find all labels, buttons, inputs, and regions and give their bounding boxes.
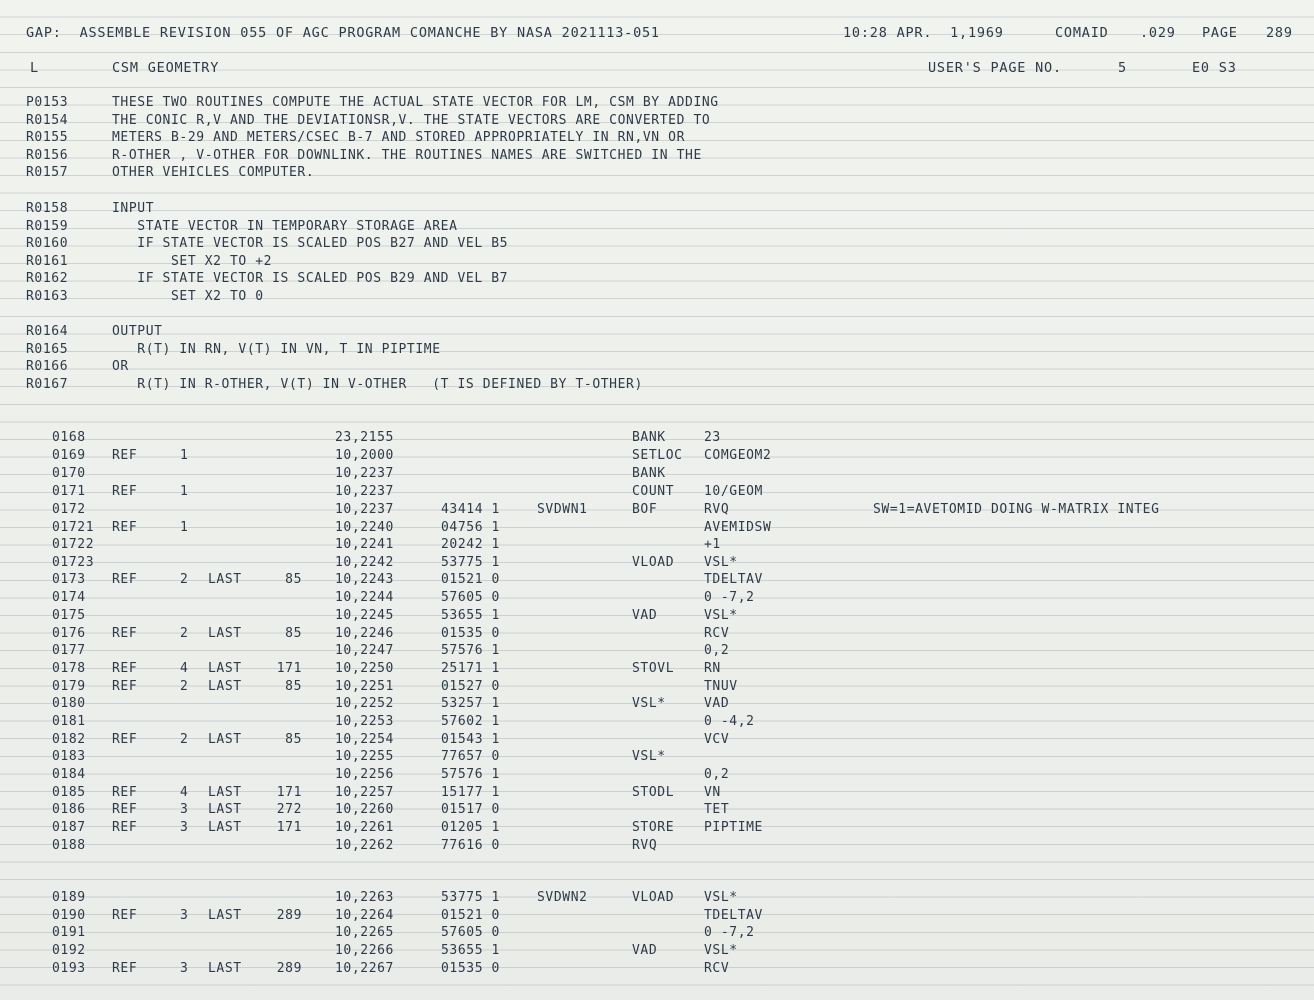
users-page-number: 5 bbox=[1118, 60, 1127, 76]
opcode: VSL* bbox=[632, 749, 666, 764]
ref-marker: REF bbox=[112, 802, 138, 817]
opcode: COUNT bbox=[632, 484, 675, 499]
comment-line bbox=[0, 288, 1314, 306]
comment-line bbox=[0, 323, 1314, 341]
operand: VN bbox=[704, 785, 721, 800]
memory-address: 10,2242 bbox=[335, 555, 394, 570]
operand: VSL* bbox=[704, 608, 738, 623]
comment-text: IF STATE VECTOR IS SCALED POS B27 AND VEL B5 bbox=[112, 236, 509, 251]
operand: RN bbox=[704, 661, 721, 676]
ref-marker: REF bbox=[112, 520, 138, 535]
last-page-number: 85 bbox=[285, 572, 302, 587]
memory-address: 10,2250 bbox=[335, 661, 394, 676]
opcode: STOVL bbox=[632, 661, 675, 676]
line-sequence-number: 01723 bbox=[52, 555, 95, 570]
octal-word: 01527 0 bbox=[441, 679, 500, 694]
comment-line bbox=[0, 94, 1314, 112]
line-sequence-number: 0173 bbox=[52, 572, 86, 587]
memory-address: 10,2253 bbox=[335, 714, 394, 729]
comment-text: OR bbox=[112, 359, 129, 374]
operand: COMGEOM2 bbox=[704, 448, 772, 463]
comment-text: OUTPUT bbox=[112, 324, 163, 339]
header-timestamp: 10:28 APR. 1,1969 bbox=[843, 25, 1004, 41]
symbol-label: SVDWN2 bbox=[537, 890, 588, 905]
last-marker: LAST bbox=[208, 626, 242, 641]
line-sequence-number: 0171 bbox=[52, 484, 86, 499]
line-sequence-number: R0154 bbox=[26, 113, 69, 128]
line-sequence-number: 0179 bbox=[52, 679, 86, 694]
last-page-number: 171 bbox=[276, 661, 302, 676]
line-sequence-number: R0164 bbox=[26, 324, 69, 339]
memory-address: 10,2237 bbox=[335, 502, 394, 517]
octal-word: 57605 0 bbox=[441, 925, 500, 940]
code-line bbox=[0, 784, 1314, 802]
last-marker: LAST bbox=[208, 961, 242, 976]
octal-word: 01517 0 bbox=[441, 802, 500, 817]
octal-word: 01521 0 bbox=[441, 572, 500, 587]
code-line bbox=[0, 447, 1314, 465]
code-line bbox=[0, 907, 1314, 925]
operand: TNUV bbox=[704, 679, 738, 694]
ref-count: 3 bbox=[180, 802, 189, 817]
last-marker: LAST bbox=[208, 732, 242, 747]
code-line bbox=[0, 960, 1314, 978]
code-line bbox=[0, 571, 1314, 589]
header-page-label: PAGE bbox=[1202, 25, 1238, 41]
octal-word: 01535 0 bbox=[441, 626, 500, 641]
octal-word: 57602 1 bbox=[441, 714, 500, 729]
octal-word: 01543 1 bbox=[441, 732, 500, 747]
code-line bbox=[0, 483, 1314, 501]
comment-text: METERS B-29 AND METERS/CSEC B-7 AND STORED APPROPRIATELY IN RN,VN OR bbox=[112, 130, 686, 145]
symbol-label: SVDWN1 bbox=[537, 502, 588, 517]
ref-marker: REF bbox=[112, 679, 138, 694]
code-line bbox=[0, 519, 1314, 537]
operand: AVEMIDSW bbox=[704, 520, 772, 535]
code-line bbox=[0, 942, 1314, 960]
memory-address: 10,2266 bbox=[335, 943, 394, 958]
comment-text: OTHER VEHICLES COMPUTER. bbox=[112, 165, 315, 180]
operand: VSL* bbox=[704, 943, 738, 958]
header-line-1 bbox=[0, 24, 1314, 42]
line-sequence-number: 0176 bbox=[52, 626, 86, 641]
code-line bbox=[0, 642, 1314, 660]
ref-count: 4 bbox=[180, 785, 189, 800]
memory-address: 10,2267 bbox=[335, 961, 394, 976]
code-line bbox=[0, 465, 1314, 483]
opcode: VAD bbox=[632, 943, 658, 958]
memory-address: 10,2237 bbox=[335, 484, 394, 499]
ref-count: 3 bbox=[180, 961, 189, 976]
opcode: RVQ bbox=[632, 838, 658, 853]
comment-line bbox=[0, 270, 1314, 288]
opcode: BANK bbox=[632, 466, 666, 481]
memory-address: 10,2252 bbox=[335, 696, 394, 711]
last-marker: LAST bbox=[208, 679, 242, 694]
octal-word: 57576 1 bbox=[441, 767, 500, 782]
octal-word: 53775 1 bbox=[441, 890, 500, 905]
octal-word: 53655 1 bbox=[441, 943, 500, 958]
operand: TDELTAV bbox=[704, 572, 763, 587]
line-sequence-number: 0189 bbox=[52, 890, 86, 905]
comment-line bbox=[0, 235, 1314, 253]
memory-address: 10,2245 bbox=[335, 608, 394, 623]
comment-line bbox=[0, 218, 1314, 236]
octal-word: 15177 1 bbox=[441, 785, 500, 800]
last-page-number: 289 bbox=[276, 961, 302, 976]
opcode: BOF bbox=[632, 502, 658, 517]
line-sequence-number: 0193 bbox=[52, 961, 86, 976]
comment-line bbox=[0, 253, 1314, 271]
operand: 0,2 bbox=[704, 643, 730, 658]
memory-address: 10,2251 bbox=[335, 679, 394, 694]
octal-word: 04756 1 bbox=[441, 520, 500, 535]
comment-line bbox=[0, 376, 1314, 394]
line-sequence-number: R0166 bbox=[26, 359, 69, 374]
memory-address: 10,2237 bbox=[335, 466, 394, 481]
operand: RCV bbox=[704, 961, 730, 976]
ref-count: 1 bbox=[180, 520, 189, 535]
memory-address: 10,2243 bbox=[335, 572, 394, 587]
line-sequence-number: R0165 bbox=[26, 342, 69, 357]
line-sequence-number: 0180 bbox=[52, 696, 86, 711]
comment-text: IF STATE VECTOR IS SCALED POS B29 AND VEL B7 bbox=[112, 271, 509, 286]
memory-address: 10,2265 bbox=[335, 925, 394, 940]
line-sequence-number: R0158 bbox=[26, 201, 69, 216]
code-line bbox=[0, 837, 1314, 855]
ref-count: 3 bbox=[180, 908, 189, 923]
operand: 0 -7,2 bbox=[704, 590, 755, 605]
last-marker: LAST bbox=[208, 802, 242, 817]
line-sequence-number: 0191 bbox=[52, 925, 86, 940]
ref-marker: REF bbox=[112, 626, 138, 641]
memory-address: 10,2241 bbox=[335, 537, 394, 552]
opcode: BANK bbox=[632, 430, 666, 445]
memory-address: 10,2244 bbox=[335, 590, 394, 605]
line-sequence-number: 0188 bbox=[52, 838, 86, 853]
line-sequence-number: R0162 bbox=[26, 271, 69, 286]
code-line bbox=[0, 766, 1314, 784]
line-sequence-number: 0177 bbox=[52, 643, 86, 658]
octal-word: 77657 0 bbox=[441, 749, 500, 764]
comment-text: SET X2 TO +2 bbox=[112, 254, 273, 269]
ref-marker: REF bbox=[112, 961, 138, 976]
comment-line bbox=[0, 164, 1314, 182]
memory-address: 10,2255 bbox=[335, 749, 394, 764]
operand: 10/GEOM bbox=[704, 484, 763, 499]
ref-marker: REF bbox=[112, 484, 138, 499]
last-page-number: 85 bbox=[285, 679, 302, 694]
memory-address: 10,2264 bbox=[335, 908, 394, 923]
octal-word: 77616 0 bbox=[441, 838, 500, 853]
eo-code: E0 S3 bbox=[1192, 60, 1237, 76]
code-line bbox=[0, 429, 1314, 447]
code-line bbox=[0, 625, 1314, 643]
line-sequence-number: 0172 bbox=[52, 502, 86, 517]
ref-marker: REF bbox=[112, 785, 138, 800]
code-line bbox=[0, 713, 1314, 731]
octal-word: 53257 1 bbox=[441, 696, 500, 711]
line-sequence-number: R0155 bbox=[26, 130, 69, 145]
ref-marker: REF bbox=[112, 661, 138, 676]
memory-address: 10,2247 bbox=[335, 643, 394, 658]
opcode: VAD bbox=[632, 608, 658, 623]
line-sequence-number: 0192 bbox=[52, 943, 86, 958]
code-line bbox=[0, 695, 1314, 713]
header-mark: L bbox=[30, 60, 39, 76]
memory-address: 10,2257 bbox=[335, 785, 394, 800]
header-user: COMAID bbox=[1055, 25, 1109, 41]
opcode: STORE bbox=[632, 820, 675, 835]
memory-address: 23,2155 bbox=[335, 430, 394, 445]
line-sequence-number: R0163 bbox=[26, 289, 69, 304]
section-title: CSM GEOMETRY bbox=[112, 60, 220, 76]
octal-word: 25171 1 bbox=[441, 661, 500, 676]
memory-address: 10,2261 bbox=[335, 820, 394, 835]
comment-text: SET X2 TO 0 bbox=[112, 289, 264, 304]
line-sequence-number: 01722 bbox=[52, 537, 95, 552]
opcode: VLOAD bbox=[632, 890, 675, 905]
memory-address: 10,2263 bbox=[335, 890, 394, 905]
users-page-label: USER'S PAGE NO. bbox=[928, 60, 1062, 76]
ref-count: 4 bbox=[180, 661, 189, 676]
last-page-number: 85 bbox=[285, 626, 302, 641]
operand: +1 bbox=[704, 537, 721, 552]
operand: RVQ bbox=[704, 502, 730, 517]
ref-marker: REF bbox=[112, 572, 138, 587]
line-sequence-number: 0190 bbox=[52, 908, 86, 923]
opcode: STODL bbox=[632, 785, 675, 800]
last-marker: LAST bbox=[208, 820, 242, 835]
comment-text: R-OTHER , V-OTHER FOR DOWNLINK. THE ROUTINES NAMES ARE SWITCHED IN THE bbox=[112, 148, 702, 163]
memory-address: 10,2254 bbox=[335, 732, 394, 747]
memory-address: 10,2000 bbox=[335, 448, 394, 463]
last-marker: LAST bbox=[208, 908, 242, 923]
code-line bbox=[0, 678, 1314, 696]
ref-marker: REF bbox=[112, 820, 138, 835]
code-line bbox=[0, 924, 1314, 942]
memory-address: 10,2240 bbox=[335, 520, 394, 535]
comment-text: R(T) IN RN, V(T) IN VN, T IN PIPTIME bbox=[112, 342, 441, 357]
code-line bbox=[0, 536, 1314, 554]
header-line-2 bbox=[0, 59, 1314, 77]
octal-word: 01535 0 bbox=[441, 961, 500, 976]
operand: RCV bbox=[704, 626, 730, 641]
ref-count: 1 bbox=[180, 448, 189, 463]
octal-word: 43414 1 bbox=[441, 502, 500, 517]
line-sequence-number: R0159 bbox=[26, 219, 69, 234]
code-line bbox=[0, 748, 1314, 766]
operand: VSL* bbox=[704, 890, 738, 905]
line-sequence-number: 01721 bbox=[52, 520, 95, 535]
last-marker: LAST bbox=[208, 572, 242, 587]
comment-text: STATE VECTOR IN TEMPORARY STORAGE AREA bbox=[112, 219, 458, 234]
line-sequence-number: 0183 bbox=[52, 749, 86, 764]
opcode: VLOAD bbox=[632, 555, 675, 570]
line-sequence-number: 0178 bbox=[52, 661, 86, 676]
header-page-number: 289 bbox=[1266, 25, 1293, 41]
line-sequence-number: 0184 bbox=[52, 767, 86, 782]
code-line bbox=[0, 889, 1314, 907]
ref-count: 2 bbox=[180, 679, 189, 694]
operand: VAD bbox=[704, 696, 730, 711]
octal-word: 20242 1 bbox=[441, 537, 500, 552]
comment-line bbox=[0, 129, 1314, 147]
ref-count: 1 bbox=[180, 484, 189, 499]
octal-word: 53775 1 bbox=[441, 555, 500, 570]
ref-count: 2 bbox=[180, 572, 189, 587]
operand: TDELTAV bbox=[704, 908, 763, 923]
line-sequence-number: 0168 bbox=[52, 430, 86, 445]
operand: 0 -4,2 bbox=[704, 714, 755, 729]
octal-word: 57576 1 bbox=[441, 643, 500, 658]
line-sequence-number: 0185 bbox=[52, 785, 86, 800]
code-line bbox=[0, 501, 1314, 519]
operand: 0,2 bbox=[704, 767, 730, 782]
last-page-number: 289 bbox=[276, 908, 302, 923]
comment-text: THESE TWO ROUTINES COMPUTE THE ACTUAL STATE VECTOR FOR LM, CSM BY ADDING bbox=[112, 95, 719, 110]
last-marker: LAST bbox=[208, 661, 242, 676]
line-sequence-number: P0153 bbox=[26, 95, 69, 110]
octal-word: 01521 0 bbox=[441, 908, 500, 923]
line-sequence-number: 0170 bbox=[52, 466, 86, 481]
operand: TET bbox=[704, 802, 730, 817]
last-page-number: 85 bbox=[285, 732, 302, 747]
ref-marker: REF bbox=[112, 448, 138, 463]
comment-line bbox=[0, 147, 1314, 165]
ref-marker: REF bbox=[112, 908, 138, 923]
comment-line bbox=[0, 358, 1314, 376]
last-marker: LAST bbox=[208, 785, 242, 800]
line-sequence-number: R0161 bbox=[26, 254, 69, 269]
line-sequence-number: 0174 bbox=[52, 590, 86, 605]
remark-comment: SW=1=AVETOMID DOING W-MATRIX INTEG bbox=[873, 502, 1160, 517]
operand: VCV bbox=[704, 732, 730, 747]
operand: 0 -7,2 bbox=[704, 925, 755, 940]
ref-marker: REF bbox=[112, 732, 138, 747]
line-sequence-number: R0160 bbox=[26, 236, 69, 251]
operand: VSL* bbox=[704, 555, 738, 570]
line-sequence-number: 0186 bbox=[52, 802, 86, 817]
ref-count: 3 bbox=[180, 820, 189, 835]
line-sequence-number: 0187 bbox=[52, 820, 86, 835]
header-assembly-title: GAP: ASSEMBLE REVISION 055 OF AGC PROGRAM COMANCHE BY NASA 2021113-051 bbox=[26, 25, 660, 41]
opcode: VSL* bbox=[632, 696, 666, 711]
octal-word: 01205 1 bbox=[441, 820, 500, 835]
code-line bbox=[0, 731, 1314, 749]
line-sequence-number: 0182 bbox=[52, 732, 86, 747]
code-line bbox=[0, 589, 1314, 607]
memory-address: 10,2256 bbox=[335, 767, 394, 782]
ref-count: 2 bbox=[180, 626, 189, 641]
line-sequence-number: R0167 bbox=[26, 377, 69, 392]
comment-line bbox=[0, 112, 1314, 130]
line-sequence-number: 0169 bbox=[52, 448, 86, 463]
code-line bbox=[0, 801, 1314, 819]
last-page-number: 272 bbox=[276, 802, 302, 817]
memory-address: 10,2246 bbox=[335, 626, 394, 641]
code-line bbox=[0, 819, 1314, 837]
comment-line bbox=[0, 341, 1314, 359]
code-line bbox=[0, 660, 1314, 678]
line-sequence-number: 0175 bbox=[52, 608, 86, 623]
header-code: .029 bbox=[1140, 25, 1176, 41]
ref-count: 2 bbox=[180, 732, 189, 747]
line-sequence-number: R0157 bbox=[26, 165, 69, 180]
last-page-number: 171 bbox=[276, 785, 302, 800]
opcode: SETLOC bbox=[632, 448, 683, 463]
code-line bbox=[0, 554, 1314, 572]
operand: PIPTIME bbox=[704, 820, 763, 835]
line-sequence-number: R0156 bbox=[26, 148, 69, 163]
line-sequence-number: 0181 bbox=[52, 714, 86, 729]
memory-address: 10,2260 bbox=[335, 802, 394, 817]
last-page-number: 171 bbox=[276, 820, 302, 835]
comment-line bbox=[0, 200, 1314, 218]
octal-word: 57605 0 bbox=[441, 590, 500, 605]
memory-address: 10,2262 bbox=[335, 838, 394, 853]
comment-text: R(T) IN R-OTHER, V(T) IN V-OTHER (T IS DEFINED BY T-OTHER) bbox=[112, 377, 643, 392]
code-line bbox=[0, 607, 1314, 625]
comment-text: INPUT bbox=[112, 201, 155, 216]
octal-word: 53655 1 bbox=[441, 608, 500, 623]
operand: 23 bbox=[704, 430, 721, 445]
comment-text: THE CONIC R,V AND THE DEVIATIONSR,V. THE STATE VECTORS ARE CONVERTED TO bbox=[112, 113, 711, 128]
